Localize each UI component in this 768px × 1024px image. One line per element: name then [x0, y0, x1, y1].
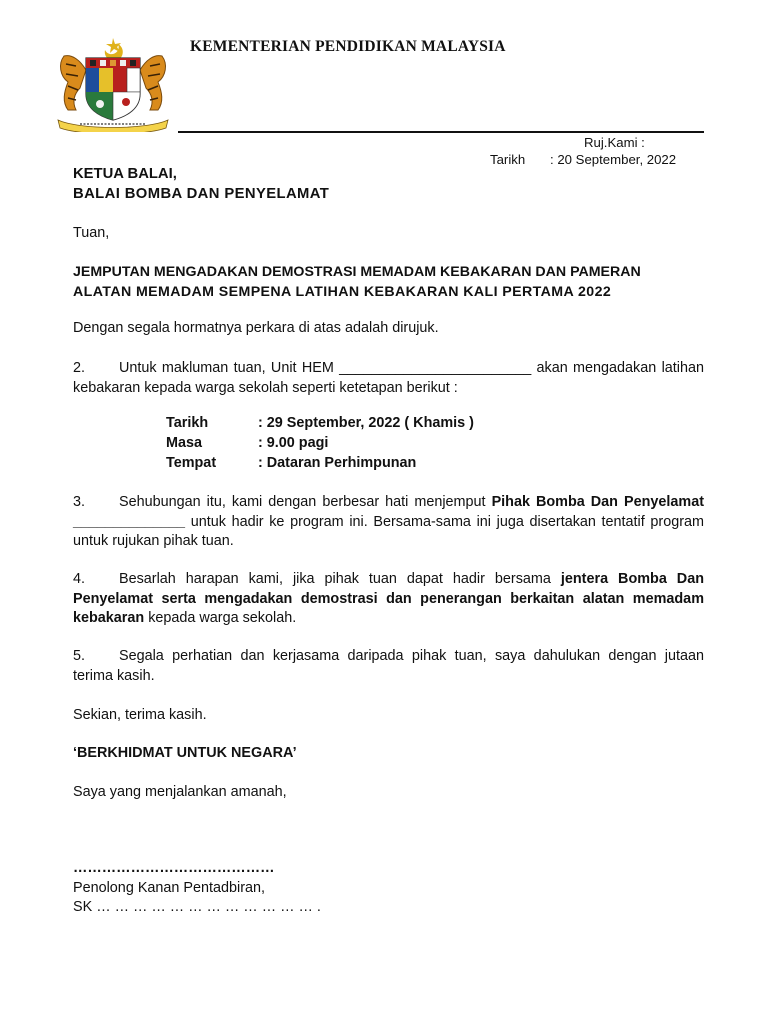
signatory-title: Penolong Kanan Pentadbiran, [73, 879, 266, 896]
paragraph-3-emphasis: Pihak Bomba Dan Penyelamat ______________ [73, 494, 704, 530]
subject-line-2: ALATAN MEMADAM SEMPENA LATIHAN KEBAKARAN KALI PERTAMA 2022 [73, 284, 612, 300]
detail-label: Tarikh [166, 415, 209, 431]
date-label: Tarikh [490, 152, 526, 167]
date-value: : 20 September, 2022 [550, 152, 677, 167]
detail-label: Tempat [166, 455, 217, 471]
salutation: Tuan, [73, 225, 110, 241]
detail-value: : 9.00 pagi [258, 435, 329, 451]
event-details [166, 414, 474, 474]
paragraph-number: 3. [73, 494, 86, 510]
detail-label: Masa [166, 435, 202, 451]
reference-number: Ruj.Kami : [584, 135, 645, 150]
paragraph-number: 4. [73, 571, 86, 587]
detail-row-time [166, 434, 474, 454]
paragraph-4-text-end: kepada warga sekolah. [144, 610, 297, 626]
ministry-title: KEMENTERIAN PENDIDIKAN MALAYSIA [190, 38, 506, 55]
signatory-school: SK … … … … … … … … … … … … . [73, 899, 321, 915]
paragraph-3-text: Sehubungan itu, kami dengan berbesar hati menjemput [119, 494, 492, 510]
paragraph-3 [73, 493, 704, 552]
detail-value: : 29 September, 2022 ( Khamis ) [258, 415, 474, 431]
paragraph-2-text: Untuk makluman tuan, Unit HEM ________________________ akan mengadakan latihan kebakaran kepada warga sekolah seperti ketetapan berikut : [73, 360, 704, 396]
motto: ‘BERKHIDMAT UNTUK NEGARA’ [73, 745, 297, 761]
closing-line: Sekian, terima kasih. [73, 707, 207, 723]
malaysia-coat-of-arms-icon [50, 36, 176, 132]
detail-value: : Dataran Perhimpunan [258, 455, 417, 471]
paragraph-number: 2. [73, 360, 86, 376]
recipient-line-1: KETUA BALAI, [73, 166, 177, 182]
paragraph-4-text: Besarlah harapan kami, jika pihak tuan dapat hadir bersama [119, 571, 561, 587]
recipient-block [73, 164, 704, 204]
paragraph-4-emphasis: jentera Bomba Dan Penyelamat serta mengadakan demostrasi dan penerangan berkaitan alatan memadam kebakaran [73, 571, 704, 626]
paragraph-2 [73, 359, 704, 398]
recipient-line-2: BALAI BOMBA DAN PENYELAMAT [73, 186, 330, 202]
paragraph-number: 5. [73, 648, 86, 664]
detail-row-date [166, 414, 474, 434]
paragraph-3-text-end: untuk hadir ke program ini. Bersama-sama ini juga disertakan tentatif program untuk rujukan pihak tuan. [73, 513, 704, 549]
detail-row-venue [166, 454, 474, 474]
subject-line-1: JEMPUTAN MENGADAKAN DEMOSTRASI MEMADAM KEBAKARAN DAN PAMERAN [73, 264, 641, 280]
paragraph-5 [73, 647, 704, 686]
trust-line: Saya yang menjalankan amanah, [73, 784, 287, 800]
subject-heading [73, 262, 704, 302]
signature-line: …………………………………… [73, 860, 275, 876]
paragraph-4 [73, 570, 704, 629]
intro-paragraph: Dengan segala hormatnya perkara di atas adalah dirujuk. [73, 320, 439, 336]
paragraph-5-text: Segala perhatian dan kerjasama daripada pihak tuan, saya dahulukan dengan jutaan terima kasih. [73, 648, 704, 684]
signature-block [73, 859, 704, 918]
